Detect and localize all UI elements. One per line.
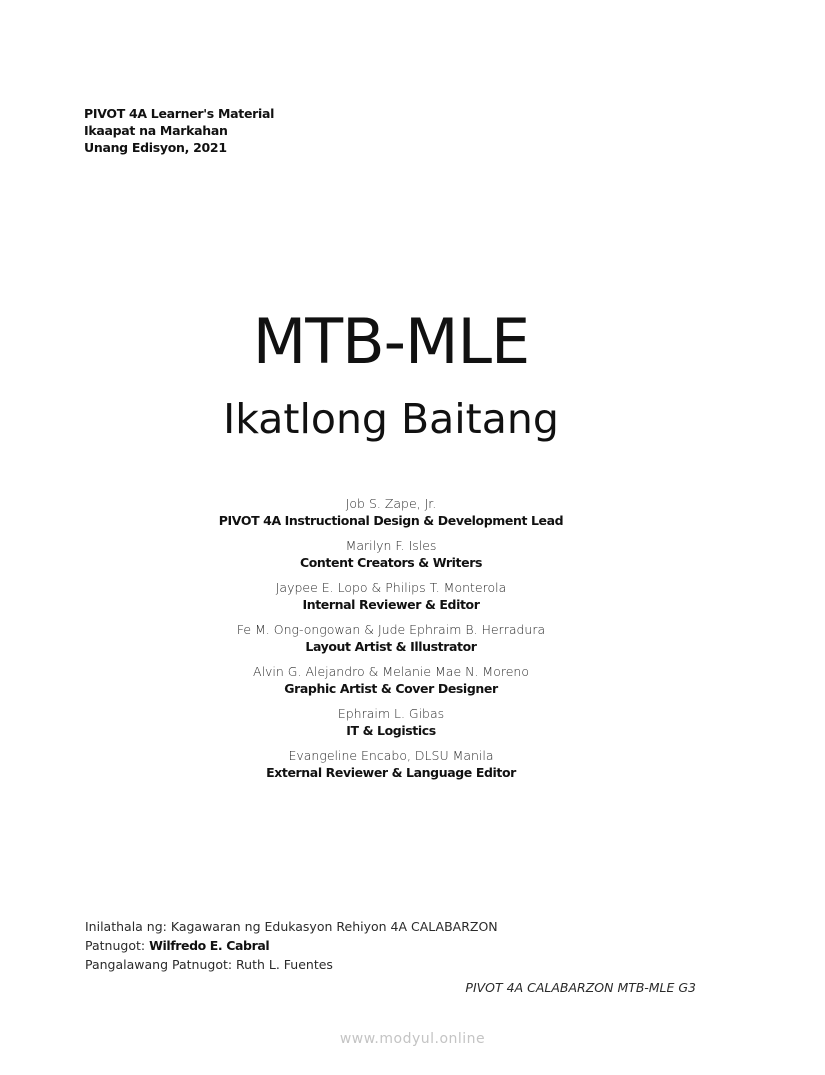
credit-role: PIVOT 4A Instructional Design & Development Lead xyxy=(218,513,564,528)
credit-name: Evangeline Encabo, DLSU Manila xyxy=(288,748,494,763)
credit-entry xyxy=(0,705,782,739)
watermark: www.modyul.online xyxy=(339,1031,486,1047)
editor-label: Patnugot: xyxy=(85,938,150,953)
credit-role: IT & Logistics xyxy=(346,723,436,738)
material-label: PIVOT 4A Learner's Material xyxy=(84,106,275,121)
page-title: MTB-MLE xyxy=(252,305,530,378)
credits-list xyxy=(0,495,782,789)
credit-name: Ephraim L. Gibas xyxy=(337,706,445,721)
credit-entry xyxy=(0,747,782,781)
credit-entry xyxy=(0,495,782,529)
credit-role: Content Creators & Writers xyxy=(299,555,483,570)
credit-name: Alvin G. Alejandro & Melanie Mae N. Moreno xyxy=(253,664,529,679)
credit-entry xyxy=(0,621,782,655)
assistant-editor: Pangalawang Patnugot: Ruth L. Fuentes xyxy=(85,957,333,972)
edition-info xyxy=(84,105,274,156)
credit-name: Job S. Zape, Jr. xyxy=(345,496,437,511)
editor-name: Wilfredo E. Cabral xyxy=(149,938,270,953)
credit-name: Jaypee E. Lopo & Philips T. Monterola xyxy=(275,580,507,595)
editor-line xyxy=(85,936,498,955)
credit-role: Graphic Artist & Cover Designer xyxy=(284,681,498,696)
credit-entry xyxy=(0,579,782,613)
credit-entry xyxy=(0,663,782,697)
credit-role: Internal Reviewer & Editor xyxy=(302,597,480,612)
published-by: Inilathala ng: Kagawaran ng Edukasyon Rehiyon 4A CALABARZON xyxy=(85,919,498,934)
credit-role: Layout Artist & Illustrator xyxy=(305,639,477,654)
credit-name: Marilyn F. Isles xyxy=(345,538,437,553)
credit-name: Fe M. Ong-ongowan & Jude Ephraim B. Herradura xyxy=(236,622,546,637)
page-subtitle: Ikatlong Baitang xyxy=(223,395,559,443)
edition-label: Unang Edisyon, 2021 xyxy=(84,140,227,155)
credit-role: External Reviewer & Language Editor xyxy=(266,765,516,780)
page-footer: PIVOT 4A CALABARZON MTB-MLE G3 xyxy=(465,980,696,995)
credit-entry xyxy=(0,537,782,571)
quarter-label: Ikaapat na Markahan xyxy=(84,123,228,138)
publisher-info xyxy=(85,917,498,974)
